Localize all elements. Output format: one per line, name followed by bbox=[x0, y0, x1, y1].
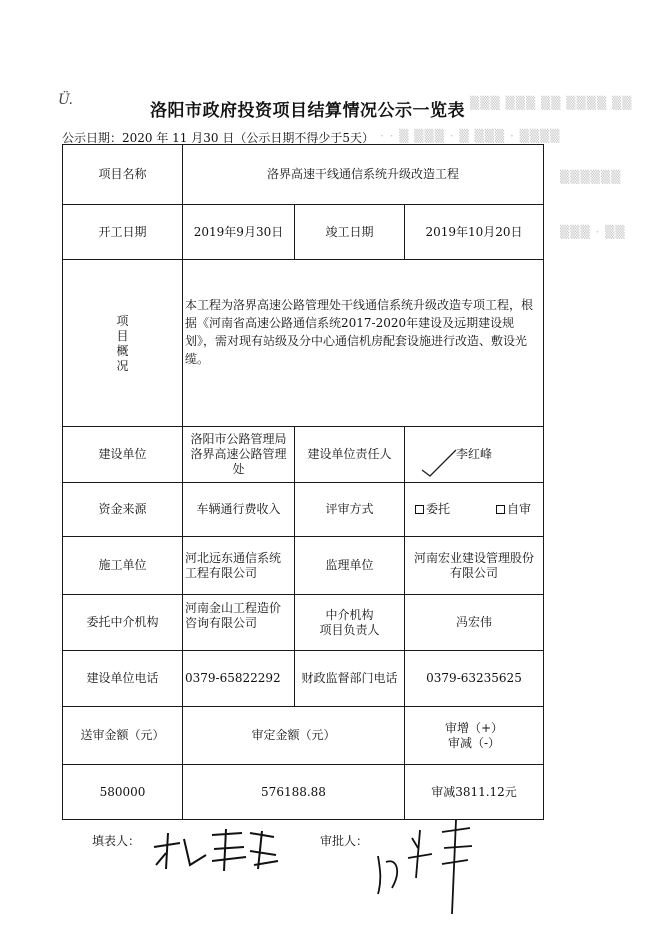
overview-label-char: 况 bbox=[116, 358, 129, 373]
unit-phone-label: 建设单位电话 bbox=[63, 651, 183, 707]
submitted-amount-value: 580000 bbox=[63, 765, 183, 819]
review-option-label: 委托 bbox=[426, 502, 451, 516]
start-date-value: 2019年9月30日 bbox=[183, 205, 295, 260]
overview-label-char: 目 bbox=[116, 328, 129, 343]
contractor-label: 施工单位 bbox=[63, 537, 183, 595]
handwritten-mark: Ü. bbox=[58, 92, 73, 108]
supervisor-line: 河南宏业建设管理股份 bbox=[413, 550, 534, 565]
supervisor-label: 监理单位 bbox=[295, 537, 405, 595]
completion-date-label: 竣工日期 bbox=[295, 205, 405, 260]
approved-amount-value: 576188.88 bbox=[183, 765, 405, 819]
handwritten-check-mark bbox=[420, 448, 460, 478]
fund-source-value: 车辆通行费收入 bbox=[183, 483, 295, 537]
bleed-through-marks: ▒▒▒ · ▒▒ bbox=[560, 225, 626, 239]
approver-label: 审批人： bbox=[320, 834, 369, 848]
agency-leader-value: 冯宏伟 bbox=[405, 595, 543, 651]
agency-value bbox=[183, 595, 295, 651]
bleed-through-marks: · · ▒ ▒▒▒ · ▒ ▒▒▒ · ▒▒▒▒ bbox=[380, 129, 561, 143]
agency-leader-label bbox=[295, 595, 405, 651]
unit-leader-value: 李红峰 bbox=[405, 427, 543, 483]
construction-unit-value bbox=[183, 427, 295, 483]
start-date-label: 开工日期 bbox=[63, 205, 183, 260]
contractor-value bbox=[183, 537, 295, 595]
settlement-table bbox=[62, 144, 544, 820]
bleed-through-marks: ▒▒▒▒▒▒ bbox=[560, 170, 622, 184]
review-method-label: 评审方式 bbox=[295, 483, 405, 537]
change-label bbox=[405, 707, 543, 765]
completion-date-value: 2019年10月20日 bbox=[405, 205, 543, 260]
review-option-entrusted bbox=[415, 502, 450, 517]
construction-unit-line: 处 bbox=[232, 462, 245, 476]
overview-label bbox=[63, 260, 183, 427]
review-option-label: 自审 bbox=[506, 502, 531, 516]
filler-label: 填表人： bbox=[92, 834, 141, 848]
supervisor-line: 有限公司 bbox=[449, 565, 498, 580]
checkbox-icon bbox=[415, 505, 424, 514]
agency-line: 咨询有限公司 bbox=[185, 616, 258, 630]
filler-signature bbox=[150, 825, 280, 875]
change-label-line: 审增（+） bbox=[444, 720, 504, 735]
contractor-line: 工程有限公司 bbox=[185, 565, 258, 580]
review-method-options bbox=[405, 483, 543, 537]
agency-line: 河南金山工程造价 bbox=[185, 601, 282, 615]
overview-label-char: 项 bbox=[116, 313, 129, 328]
construction-unit-line: 洛阳市公路管理局 bbox=[190, 432, 287, 446]
project-name-label: 项目名称 bbox=[63, 145, 183, 205]
construction-unit-label: 建设单位 bbox=[63, 427, 183, 483]
overview-label-char: 概 bbox=[116, 343, 129, 358]
overview-text: 本工程为洛界高速公路管理处干线通信系统升级改造专项工程，根据《河南省高速公路通信系统2017-2020年建设及远期建设规划》，需对现有站级及分中心通信机房配套设施进行改造、敷设光缆。 bbox=[183, 260, 543, 427]
agency-leader-label-line: 项目负责人 bbox=[319, 622, 380, 637]
change-amount-value: 审减3811.12元 bbox=[431, 784, 517, 799]
agency-label: 委托中介机构 bbox=[63, 595, 183, 651]
fund-source-label: 资金来源 bbox=[63, 483, 183, 537]
contractor-line: 河北远东通信系统 bbox=[185, 550, 282, 565]
finance-phone-value: 0379-63235625 bbox=[405, 651, 543, 707]
project-name-value: 洛界高速干线通信系统升级改造工程 bbox=[183, 145, 543, 205]
document-title: 洛阳市政府投资项目结算情况公示一览表 bbox=[150, 101, 465, 121]
bleed-through-marks: ▒▒▒ ▒▒▒ ▒▒ ▒▒▒▒ ▒▒ bbox=[470, 96, 633, 110]
supervisor-value bbox=[405, 537, 543, 595]
review-option-self bbox=[496, 502, 531, 517]
approved-amount-label: 审定金额（元） bbox=[183, 707, 405, 765]
checkbox-icon bbox=[496, 505, 505, 514]
agency-leader-label-line: 中介机构 bbox=[325, 607, 374, 622]
submitted-amount-label: 送审金额（元） bbox=[63, 707, 183, 765]
approver-signature bbox=[372, 818, 482, 918]
change-label-line: 审减（-） bbox=[447, 735, 501, 750]
construction-unit-line: 洛界高速公路管理 bbox=[190, 447, 287, 461]
unit-phone-value: 0379-65822292 bbox=[183, 651, 295, 707]
unit-leader-label: 建设单位责任人 bbox=[295, 427, 405, 483]
publish-date: 公示日期：2020 年 11 月30 日（公示日期不得少于5天） bbox=[62, 131, 374, 145]
finance-phone-label: 财政监督部门电话 bbox=[295, 651, 405, 707]
